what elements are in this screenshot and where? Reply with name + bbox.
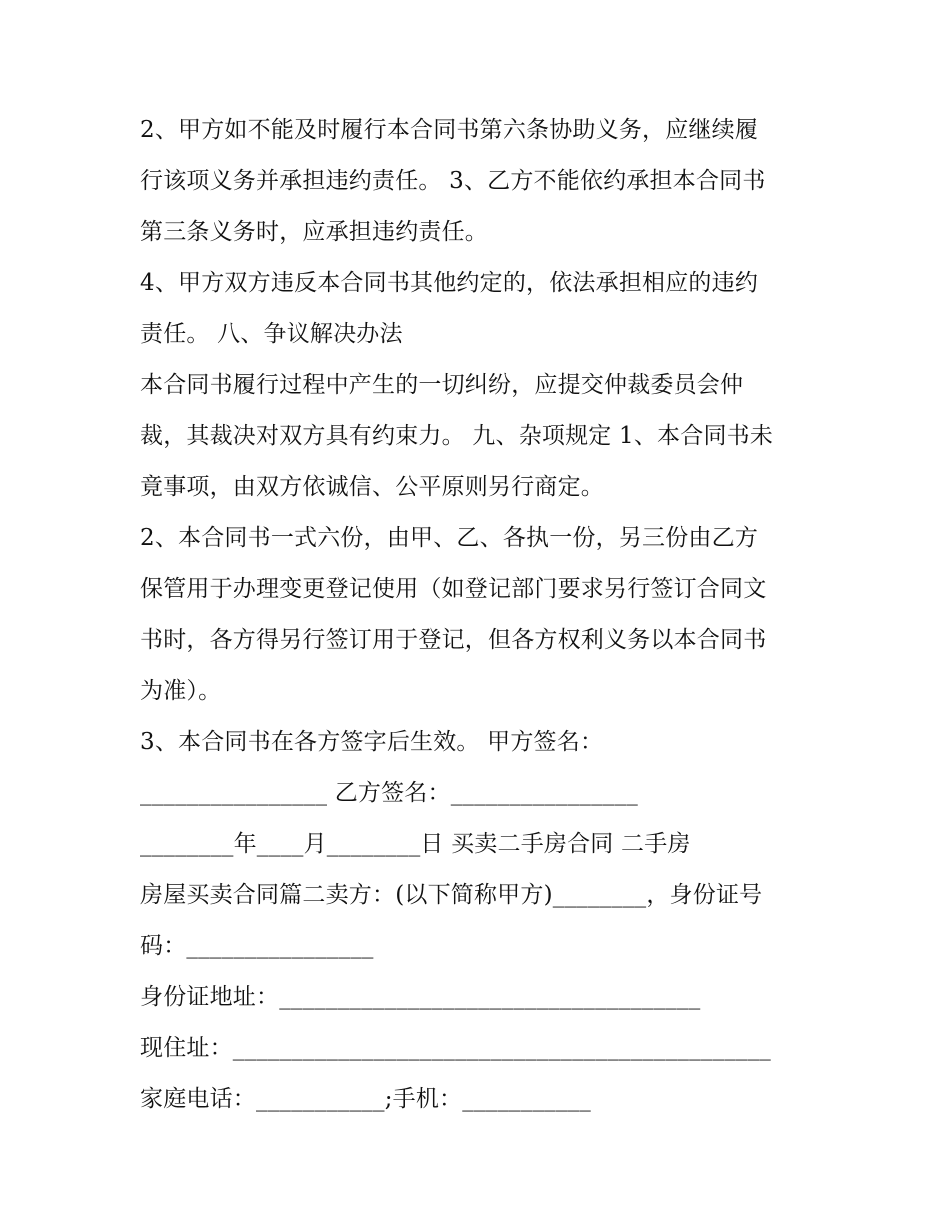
text-line: 书时，各方得另行签订用于登记，但各方权利义务以本合同书 (140, 627, 767, 653)
current-address-line: 现住址：______________________________________________ (140, 1035, 771, 1061)
text-line: 责任。 八、争议解决办法 (140, 321, 403, 347)
text-line: 4、甲方双方违反本合同书其他约定的，依法承担相应的违约 (140, 270, 759, 296)
text-line: 2、本合同书一式六份，由甲、乙、各执一份，另三份由乙方 (140, 525, 759, 551)
seller-line: 房屋买卖合同篇二卖方：(以下简称甲方)________，身份证号 (140, 882, 763, 908)
date-line: ________年____月________日 买卖二手房合同 二手房 (140, 831, 691, 857)
text-line: 裁，其裁决对双方具有约束力。 九、杂项规定 1、本合同书未 (140, 423, 774, 449)
signature-line: ________________ 乙方签名：________________ (140, 780, 638, 806)
text-line: 竟事项，由双方依诚信、公平原则另行商定。 (140, 474, 604, 500)
text-line: 行该项义务并承担违约责任。 3、乙方不能依约承担本合同书 (140, 168, 766, 194)
text-line: 保管用于办理变更登记使用（如登记部门要求另行签订合同文 (140, 576, 767, 602)
text-line: 3、本合同书在各方签字后生效。 甲方签名： (140, 729, 604, 755)
text-line: 本合同书履行过程中产生的一切纠纷，应提交仲裁委员会仲 (140, 372, 744, 398)
id-address-line: 身份证地址：____________________________________ (140, 984, 701, 1010)
text-line: 2、甲方如不能及时履行本合同书第六条协助义务，应继续履 (140, 117, 759, 143)
phone-line: 家庭电话：___________;手机：___________ (140, 1086, 591, 1112)
text-line: 第三条义务时，应承担违约责任。 (140, 219, 488, 245)
text-line: 为准）。 (140, 678, 222, 704)
id-number-line: 码：________________ (140, 933, 374, 959)
contract-text (140, 105, 820, 1125)
